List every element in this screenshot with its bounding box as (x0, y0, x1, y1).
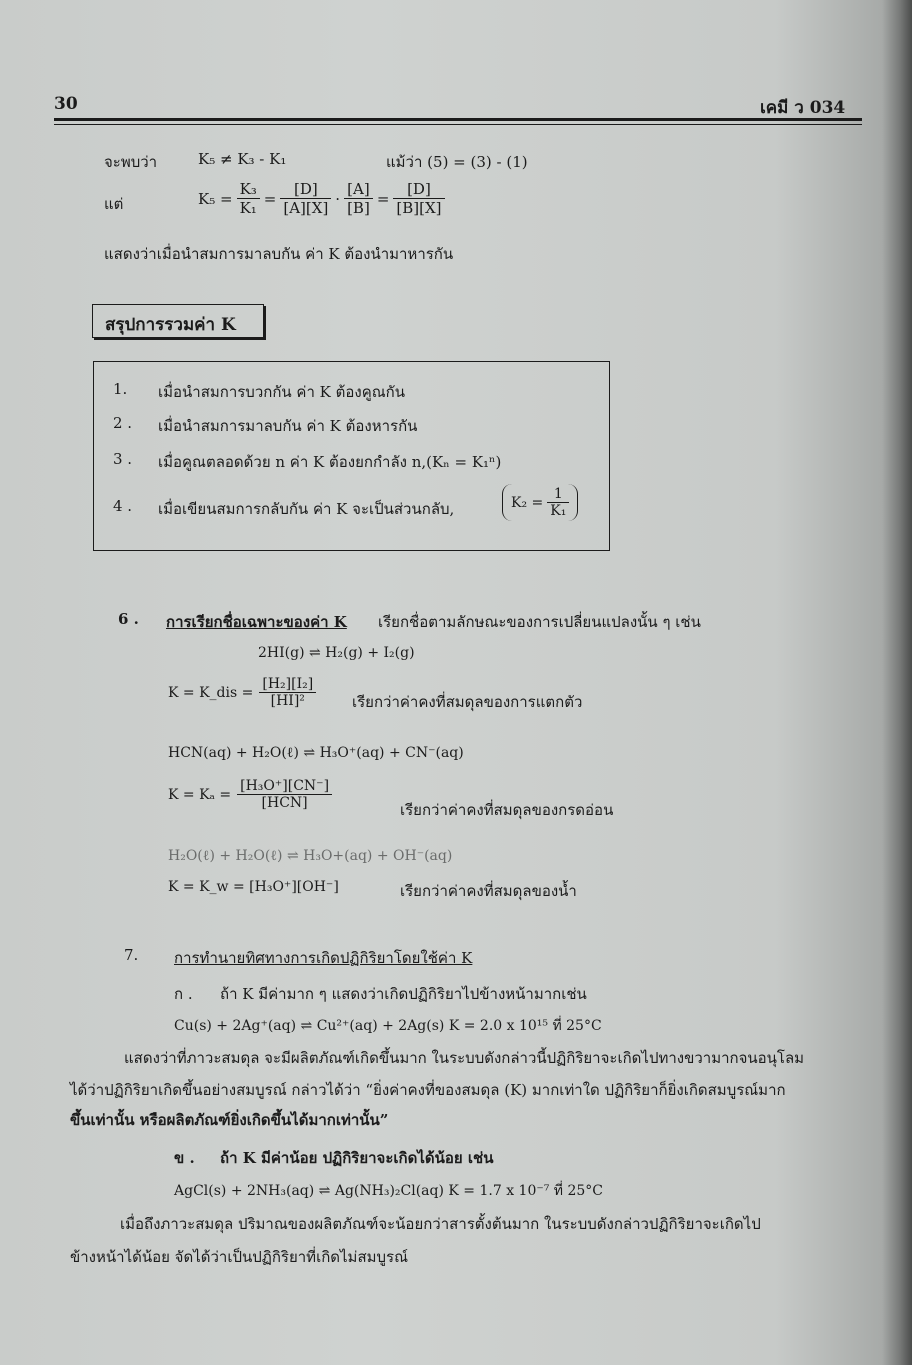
intro-conclusion: แสดงว่าเมื่อนำสมการมาลบกัน ค่า K ต้องนำมาหารกัน (104, 245, 454, 263)
intro-equation-2 (198, 180, 445, 217)
frac-num: 1 (547, 486, 569, 503)
frac-num: K₃ (237, 180, 260, 199)
fraction-d-ax (280, 180, 331, 217)
item-b-paragraph-line: เมื่อถึงภาวะสมดุล ปริมาณของผลิตภัณฑ์จะน้อยกว่าสารตั้งต้นมาก ในระบบดังกล่าวปฏิกิริยาจะเกิดไป (120, 1215, 761, 1233)
summary-item-num: 3 . (113, 450, 133, 468)
fraction-1-k1 (547, 486, 569, 519)
frac-den: [HCN] (261, 795, 308, 811)
equals-sign: = (376, 189, 390, 208)
k2-lhs: K₂ = (511, 494, 544, 511)
dot-operator: · (335, 189, 341, 208)
frac-den: [B] (347, 199, 370, 217)
fraction-d-bx (393, 180, 444, 217)
equals-sign: = (263, 189, 277, 208)
item-b-paragraph-line: ข้างหน้าได้น้อย จัดได้ว่าเป็นปฏิกิริยาที่เกิดไม่สมบูรณ์ (70, 1248, 408, 1266)
frac-den: K₁ (550, 503, 567, 519)
item-b-text: ถ้า K มีค่าน้อย ปฏิกิริยาจะเกิดได้น้อย เช่น (220, 1149, 494, 1167)
frac-num: [H₃O⁺][CN⁻] (237, 778, 332, 795)
fraction-k3-k1 (237, 180, 260, 217)
page-number: 30 (54, 94, 78, 114)
summary-item-text: เมื่อเขียนสมการกลับกัน ค่า K จะเป็นส่วนกลับ, (158, 500, 455, 518)
k-water-expression: K = K_w = [H₃O⁺][OH⁻] (168, 879, 339, 895)
k-water-note: เรียกว่าค่าคงที่สมดุลของน้ำ (400, 882, 577, 900)
frac-num: [H₂][I₂] (259, 676, 316, 693)
summary-title: สรุปการรวมค่า K (105, 315, 236, 335)
intro-label-2: แต่ (104, 195, 124, 213)
reciprocal-formula (502, 484, 578, 521)
k-dissociation-note: เรียกว่าค่าคงที่สมดุลของการแตกตัว (352, 693, 583, 711)
k-dis-lhs: K = K_dis = (168, 684, 254, 701)
item-b-equation: AgCl(s) + 2NH₃(aq) ⇌ Ag(NH₃)₂Cl(aq) K = 1.7 x 10⁻⁷ ที่ 25°C (174, 1183, 604, 1199)
k5-lhs: K₅ = (198, 189, 233, 208)
item-a-paragraph-line: ขึ้นเท่านั้น หรือผลิตภัณฑ์ยิ่งเกิดขึ้นได้มากเท่านั้น” (70, 1111, 389, 1129)
fraction-a-b (344, 180, 373, 217)
frac-den: K₁ (239, 199, 257, 217)
fraction-h2i2-hi2 (259, 676, 316, 709)
frac-num: [D] (280, 180, 331, 199)
section6-number: 6 . (118, 610, 139, 628)
k-acid-note: เรียกว่าค่าคงที่สมดุลของกรดอ่อน (400, 801, 614, 819)
item-a-text: ถ้า K มีค่ามาก ๆ แสดงว่าเกิดปฏิกิริยาไปข้างหน้ามากเช่น (220, 985, 587, 1003)
header-rule-thin (54, 124, 862, 125)
k-acid-expression (168, 778, 332, 811)
equation-hcn: HCN(aq) + H₂O(ℓ) ⇌ H₃O⁺(aq) + CN⁻(aq) (168, 745, 464, 761)
frac-num: [A] (344, 180, 373, 199)
frac-den: [A][X] (283, 199, 329, 217)
summary-item-num: 4 . (113, 497, 133, 515)
frac-den: [B][X] (396, 199, 442, 217)
frac-num: [D] (393, 180, 444, 199)
summary-item-num: 2 . (113, 414, 133, 432)
section6-heading: การเรียกชื่อเฉพาะของค่า K (166, 613, 347, 631)
page-spine-shadow (882, 0, 912, 1365)
summary-item-text: เมื่อนำสมการมาลบกัน ค่า K ต้องหารกัน (158, 417, 418, 435)
summary-title-box (92, 304, 264, 338)
equation-hi-dissociation: 2HI(g) ⇌ H₂(g) + I₂(g) (258, 645, 415, 661)
item-b-label: ข . (174, 1149, 195, 1167)
summary-item-text: เมื่อคูณตลอดด้วย n ค่า K ต้องยกกำลัง n,(Kₙ = K₁ⁿ) (158, 453, 502, 471)
header-rule (54, 118, 862, 121)
summary-item-text: เมื่อนำสมการบวกกัน ค่า K ต้องคูณกัน (158, 383, 405, 401)
equation-water: H₂O(ℓ) + H₂O(ℓ) ⇌ H₃O+(aq) + OH⁻(aq) (168, 848, 453, 864)
item-a-paragraph-line: ได้ว่าปฏิกิริยาเกิดขึ้นอย่างสมบูรณ์ กล่าวได้ว่า “ยิ่งค่าคงที่ของสมดุล (K) มากเท่าใด ปฏิกิริยาก็ยิ่งเกิดสมบูรณ์มาก (70, 1081, 786, 1099)
k-dissociation-expression (168, 676, 316, 709)
intro-expression-1: K₅ ≠ K₃ - K₁ (198, 150, 287, 168)
k-a-lhs: K = Kₐ = (168, 786, 232, 803)
item-a-paragraph-line: แสดงว่าที่ภาวะสมดุล จะมีผลิตภัณฑ์เกิดขึ้นมาก ในระบบดังกล่าวนี้ปฏิกิริยาจะเกิดไปทางขวามากจนอนุโลม (124, 1049, 805, 1067)
course-title: เคมี ว 034 (760, 98, 846, 118)
fraction-h3ocn-hcn (237, 778, 332, 811)
item-a-equation: Cu(s) + 2Ag⁺(aq) ⇌ Cu²⁺(aq) + 2Ag(s) K = 2.0 x 10¹⁵ ที่ 25°C (174, 1018, 602, 1034)
section7-number: 7. (124, 946, 139, 964)
intro-label-1: จะพบว่า (104, 153, 158, 171)
frac-den: [HI]² (270, 693, 305, 709)
item-a-label: ก . (174, 985, 193, 1003)
intro-note-1: แม้ว่า (5) = (3) - (1) (386, 153, 528, 171)
summary-item-num: 1. (113, 380, 128, 398)
section6-heading-rest: เรียกชื่อตามลักษณะของการเปลี่ยนแปลงนั้น ๆ เช่น (378, 613, 701, 631)
section7-heading: การทำนายทิศทางการเกิดปฏิกิริยาโดยใช้ค่า K (174, 949, 473, 967)
